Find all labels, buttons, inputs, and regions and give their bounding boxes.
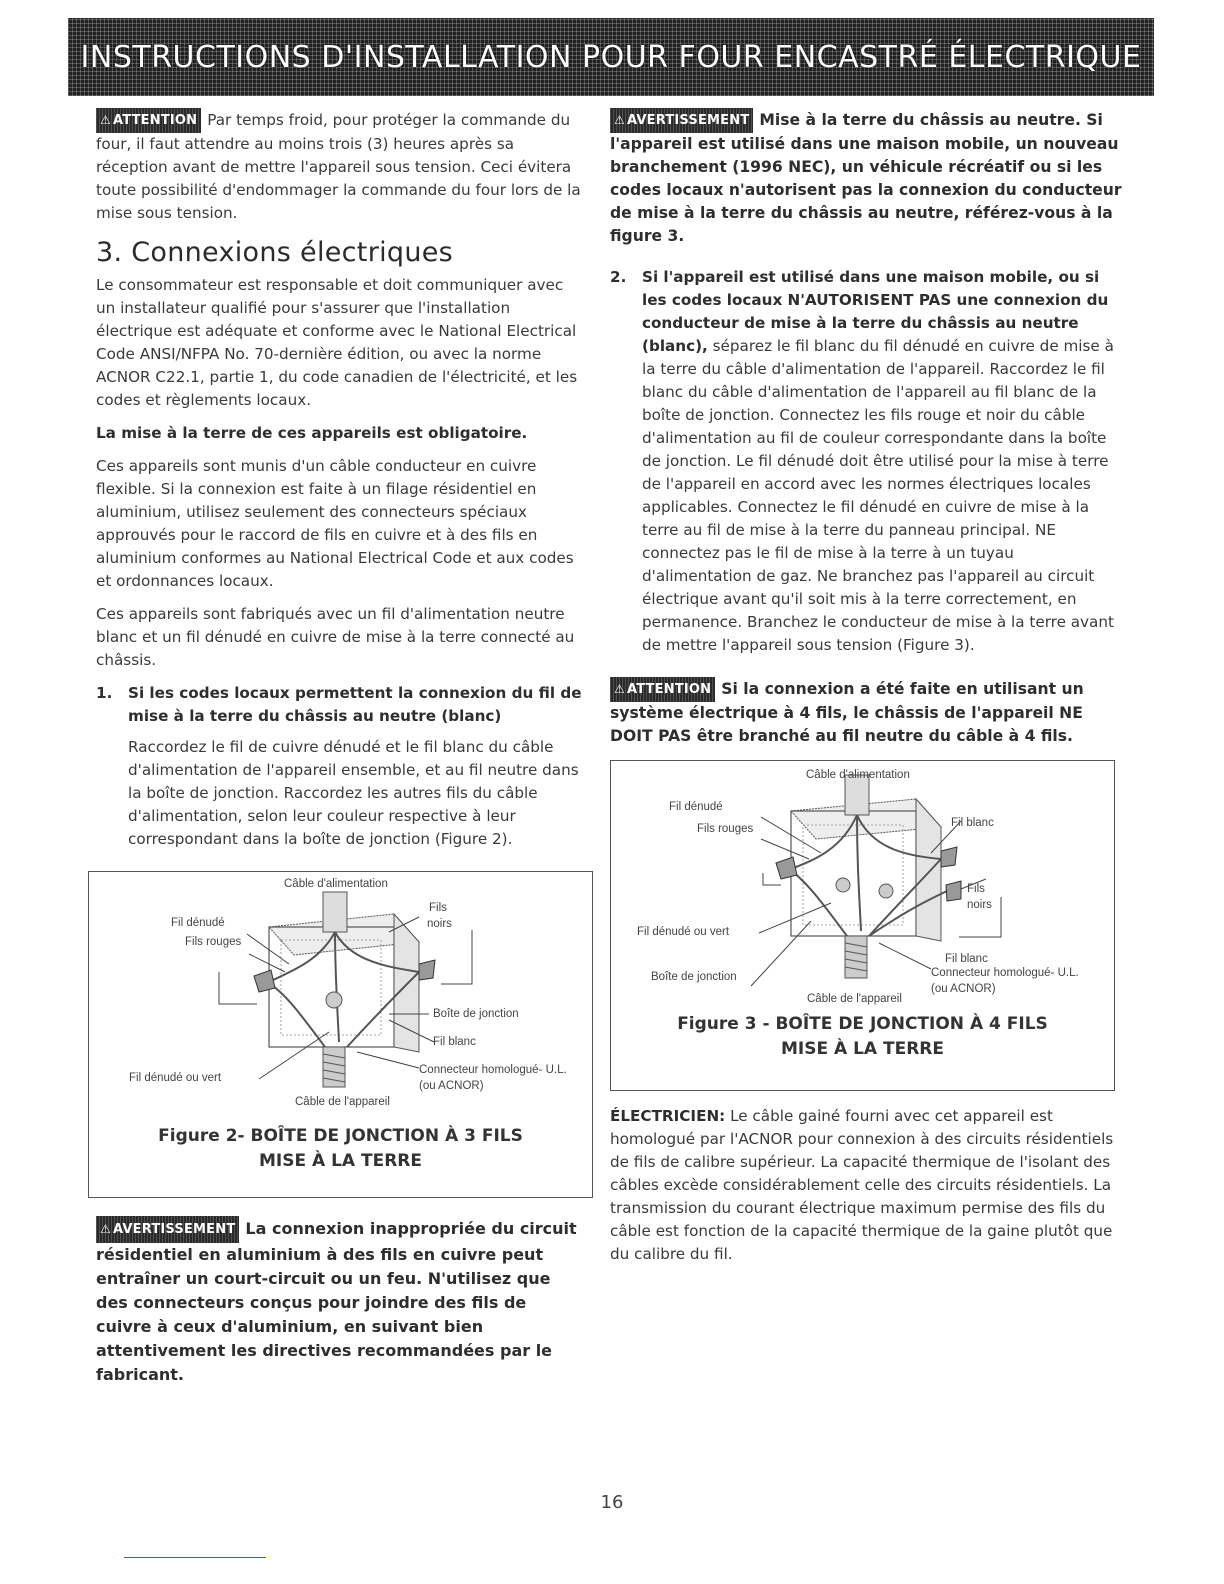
label-fil-denude-vert: Fil dénudé ou vert <box>129 1072 222 1084</box>
grounding-required: La mise à la terre de ces appareils est obligatoire. <box>96 424 528 442</box>
label-cable-alimentation: Câble d'alimentation <box>806 769 910 781</box>
item-number: 2. <box>610 268 627 286</box>
label-cable-appareil: Câble de l'appareil <box>807 993 902 1005</box>
figure-3-caption: Figure 3 - BOÎTE DE JONCTION À 4 FILS MISE À LA TERRE <box>677 1014 1048 1059</box>
responsibility-paragraph: Le consommateur est responsable et doit communiquer avec un installateur qualifié pour s'assurer que l'installation électrique est adéquate et conforme avec le National Electrical Code ANSI/NFPA No. 70-dernière édition, ou avec la norme ACNOR C22.1, partie 1, du code canadien de l'électricité, et les codes et règlements locaux. <box>96 276 578 409</box>
label-connecteur: Connecteur homologué- U.L. <box>419 1064 567 1076</box>
item-1-body: Raccordez le fil de cuivre dénudé et le fil blanc du câble d'alimentation de l'appareil ensemble, et au fil neutre dans la boîte de jonction. Raccordez les autres fils du câble d'alimentation, selon leur couleur respective à leur correspondant dans la boîte de jonction (Figure 2). <box>128 738 579 848</box>
warning-triangle-icon: ⚠ <box>100 1222 111 1236</box>
figure-3 <box>610 760 1115 1091</box>
page-number: 16 <box>600 1492 624 1513</box>
item-2-text: Si l'appareil est utilisé dans une maison mobile, ou si les codes locaux N'AUTORISENT PAS une connexion du conducteur de mise à la terre du châssis au neutre (blanc), séparez le fil blanc du fil dénudé en cuivre de mise à la terre du câble d'alimentation de l'appareil. Raccordez le fil blanc du câble d'alimentation de l'appareil au fil blanc de la boîte de jonction. Connectez les fils rouge et noir du câble d'alimentation au fil de couleur correspondante dans la boîte de jonction. Le fil dénudé doit être utilisé pour la mise à terre de l'appareil en accord avec les normes électriques locales applicables. Connectez le fil dénudé en cuivre de mise à la terre au fil de mise à la terre du panneau principal. NE connectez pas le fil de mise à la terre à un tuyau d'alimentation de gaz. Ne branchez pas l'appareil au circuit électrique avant qu'il soit mis à la terre correctement, en permanence. Branchez le conducteur de mise à la terre avant de mettre l'appareil sous tension (Figure 3). <box>642 268 1114 654</box>
footer-rule <box>124 1557 266 1558</box>
attention-badge: ⚠ ATTENTION <box>96 108 201 133</box>
item-number: 1. <box>96 684 113 702</box>
page-banner <box>68 18 1154 96</box>
warning-chassis-neutral: ⚠ AVERTISSEMENT Mise à la terre du châssis au neutre. Si l'appareil est utilisé dans une maison mobile, un nouveau branchement (1996 NEC), un véhicule récréatif ou si les codes locaux n'autorisent pas la connexion du conducteur de mise à la terre du châssis au neutre, référez-vous à la figure 3. <box>610 108 1126 248</box>
banner-title: INSTRUCTIONS D'INSTALLATION POUR FOUR ENCASTRÉ ÉLECTRIQUE <box>80 39 1142 75</box>
item-1-title: Si les codes locaux permettent la connexion du fil de mise à la terre du châssis au neutre (blanc) <box>128 684 582 725</box>
left-column <box>96 108 584 1397</box>
label-noirs: noirs <box>967 899 992 911</box>
warning-paragraph: ⚠ AVERTISSEMENT La connexion inappropriée du circuit résidentiel en aluminium à des fils en cuivre peut entraîner un court-circuit ou un feu. N'utilisez que des connecteurs conçus pour joindre des fils de cuivre à ceux d'aluminium, en suivant bien attentivement les directives recommandées par le fabricant. <box>96 1216 584 1387</box>
section-heading: 3. Connexions électriques <box>96 237 454 268</box>
instruction-item-1 <box>96 682 584 859</box>
label-fil-blanc: Fil blanc <box>433 1036 476 1048</box>
warning-triangle-icon: ⚠ <box>100 113 111 127</box>
label-connecteur: Connecteur homologué- U.L. <box>931 967 1079 979</box>
neutral-wire-paragraph: Ces appareils sont fabriqués avec un fil d'alimentation neutre blanc et un fil dénudé en cuivre de mise à la terre connecté au châssis. <box>96 605 575 669</box>
label-cable-alimentation: Câble d'alimentation <box>284 878 388 890</box>
copper-cable-paragraph: Ces appareils sont munis d'un câble conducteur en cuivre flexible. Si la connexion est faite à un filage résidentiel en aluminium, utilisez seulement des connecteurs spéciaux approuvés pour le raccord de fils en cuivre et à des fils en aluminium conformes au National Electrical Code et aux codes et ordonnances locaux. <box>96 457 574 590</box>
attention-badge: ⚠ ATTENTION <box>610 677 715 702</box>
label-cable-appareil: Câble de l'appareil <box>295 1096 390 1108</box>
label-fils-rouges: Fils rouges <box>185 936 242 948</box>
attention-4-wire: ⚠ ATTENTION Si la connexion a été faite en utilisant un système électrique à 4 fils, le châssis de l'appareil NE DOIT PAS être branché au fil neutre du câble à 4 fils. <box>610 677 1126 748</box>
label-fils: Fils <box>429 902 447 914</box>
label-acnor: (ou ACNOR) <box>931 983 996 995</box>
figure-2-caption: Figure 2- BOÎTE DE JONCTION À 3 FILS MISE À LA TERRE <box>158 1126 523 1171</box>
avertissement-badge: ⚠ AVERTISSEMENT <box>96 1216 239 1243</box>
label-fil-denude: Fil dénudé <box>669 801 723 813</box>
electricien-paragraph: ÉLECTRICIEN: Le câble gainé fourni avec cet appareil est homologué par l'ACNOR pour connexion à des circuits résidentiels de fils de calibre supérieur. La capacité thermique de l'isolant des câbles excède considérablement celle des circuits résidentiels. La transmission du courant électrique maximum permise des fils du câble est fonction de la capacité thermique de la gaine plutôt que du calibre du fil. <box>610 1107 1114 1263</box>
label-noirs: noirs <box>427 918 452 930</box>
label-fil-denude: Fil dénudé <box>171 917 225 929</box>
label-fils-rouges: Fils rouges <box>697 823 754 835</box>
instruction-item-2 <box>610 266 1126 665</box>
figure-2 <box>88 871 593 1198</box>
label-fil-blanc-top: Fil blanc <box>951 817 994 829</box>
label-boite-jonction: Boîte de jonction <box>651 971 737 983</box>
label-boite-jonction: Boîte de jonction <box>433 1008 519 1020</box>
label-fil-denude-vert: Fil dénudé ou vert <box>637 926 730 938</box>
label-acnor: (ou ACNOR) <box>419 1080 484 1092</box>
right-column <box>610 108 1126 1276</box>
label-fils: Fils <box>967 883 985 895</box>
avertissement-badge: ⚠ AVERTISSEMENT <box>610 108 753 133</box>
label-fil-blanc: Fil blanc <box>945 953 988 965</box>
warning-triangle-icon: ⚠ <box>614 113 625 127</box>
attention-paragraph: ⚠ ATTENTION Par temps froid, pour protéger la commande du four, il faut attendre au moins trois (3) heures après sa réception avant de mettre l'appareil sous tension. Ceci évitera toute possibilité d'endommager la commande du four lors de la mise sous tension. <box>96 108 584 225</box>
warning-triangle-icon: ⚠ <box>614 682 625 696</box>
